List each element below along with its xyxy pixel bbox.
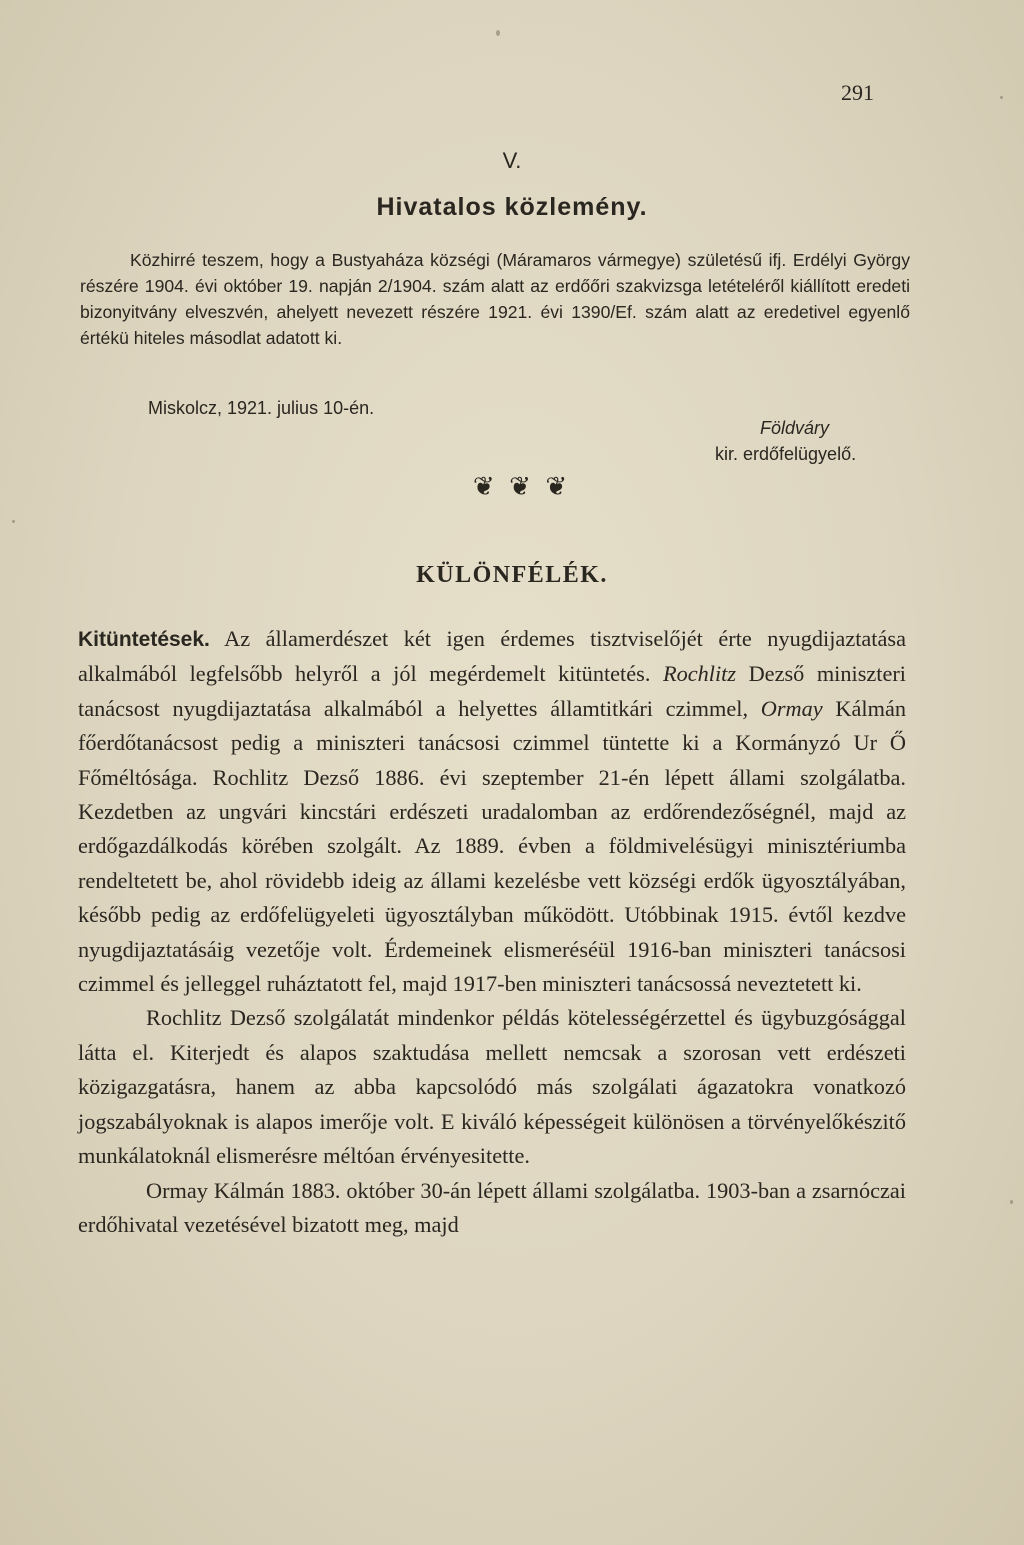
article-text-1c: Kálmán főerdőtanácsost pedig a miniszteri tanácsosi czimmel tüntette ki a Kormányzó Ur Ő Főméltósága. Rochlitz Dezső 1886. évi szeptember 21-én lépett állami szolgálatba. Kezdetben az ungvári kincstári erdészeti uradalomban az erdőrendezőségnél, majd az erdőgazdálkodás körében szolgált. Az 1889. évben a földmivelésügyi minisztériumba rendeltetett be, ahol rövidebb ideig az állami kezelésbe vett községi erdők ügyosztályában, később pedig az erdőfelügyeleti ügyosztályban működött. Utóbbinak 1915. évtől kezdve nyugdijaztatásáig vezetője volt. Érdemeinek elismeréséül 1916-ban miniszteri tanácsosi czimmel és jelleggel ruháztatott fel, majd 1917-ben miniszteri tanácsossá neveztetett ki. <box>78 695 906 997</box>
article-paragraph-2 <box>78 1001 906 1173</box>
paper-speck <box>496 30 500 36</box>
article-body <box>78 622 906 1242</box>
paper-speck <box>12 520 15 523</box>
article-text-1a: Az államerdészet két igen érdemes tisztviselőjét érte nyugdijaztatása alkalmából legfelsőbb helyről a jól megérdemelt kitüntetés. <box>78 626 906 687</box>
signature-title: kir. erdőfelügyelő. <box>715 444 857 464</box>
page-number: 291 <box>841 80 874 105</box>
article-text-1b: Dezső miniszteri tanácsost nyugdijaztatása alkalmából a helyettes államtitkári czimmel, <box>78 661 907 721</box>
paper-speck <box>1000 96 1003 99</box>
article-text-3: Ormay Kálmán 1883. október 30-án lépett állami szolgálatba. 1903-ban a zsarnóczai erdőhivatal vezetésével bizatott meg, majd <box>78 1177 906 1237</box>
article-paragraph-1 <box>78 622 906 1001</box>
notice-body: Közhirré teszem, hogy a Bustyaháza községi (Máramaros vármegye) születésű ifj. Erdélyi György részére 1904. évi október 19. napján 2/1904. szám alatt az erdőőri szakvizsga letételéről kiállított eredeti bizonyitvány elveszvén, ahelyett nevezett részére 1921. évi 1390/Ef. szám alatt az eredetivel egyenlő értékü hiteles másodlat adatott ki. <box>80 250 910 348</box>
notice-body-paragraph <box>80 247 910 351</box>
section-number: V. <box>502 148 522 173</box>
misc-heading: KÜLÖNFÉLÉK. <box>416 562 608 588</box>
paper-speck <box>1010 1200 1013 1204</box>
article-lead: Kitüntetések. <box>78 628 210 651</box>
article-paragraph-3 <box>78 1174 906 1243</box>
ornament-divider: ❦ ❦ ❦ <box>472 472 572 501</box>
article-text-2: Rochlitz Dezső szolgálatát mindenkor példás kötelességérzettel és ügybuzgósággal látta el. Kiterjedt és alapos szaktudása mellett nemcsak a szorosan vett erdészeti közigazgatásra, hanem az abba kapcsolódó más szolgálati ágazatokra vonatkozó jogszabályoknak is alapos imerője volt. E kiváló képességeit különösen a törvényelőkészitő munkálatoknál elismerésre méltóan érvényesitette. <box>78 1005 906 1169</box>
notice-title: Hivatalos közlemény. <box>376 193 648 221</box>
name-ormay: Ormay <box>760 695 823 721</box>
signature-name: Földváry <box>760 418 830 438</box>
name-rochlitz: Rochlitz <box>662 661 737 687</box>
notice-place-date: Miskolcz, 1921. julius 10-én. <box>148 398 375 418</box>
